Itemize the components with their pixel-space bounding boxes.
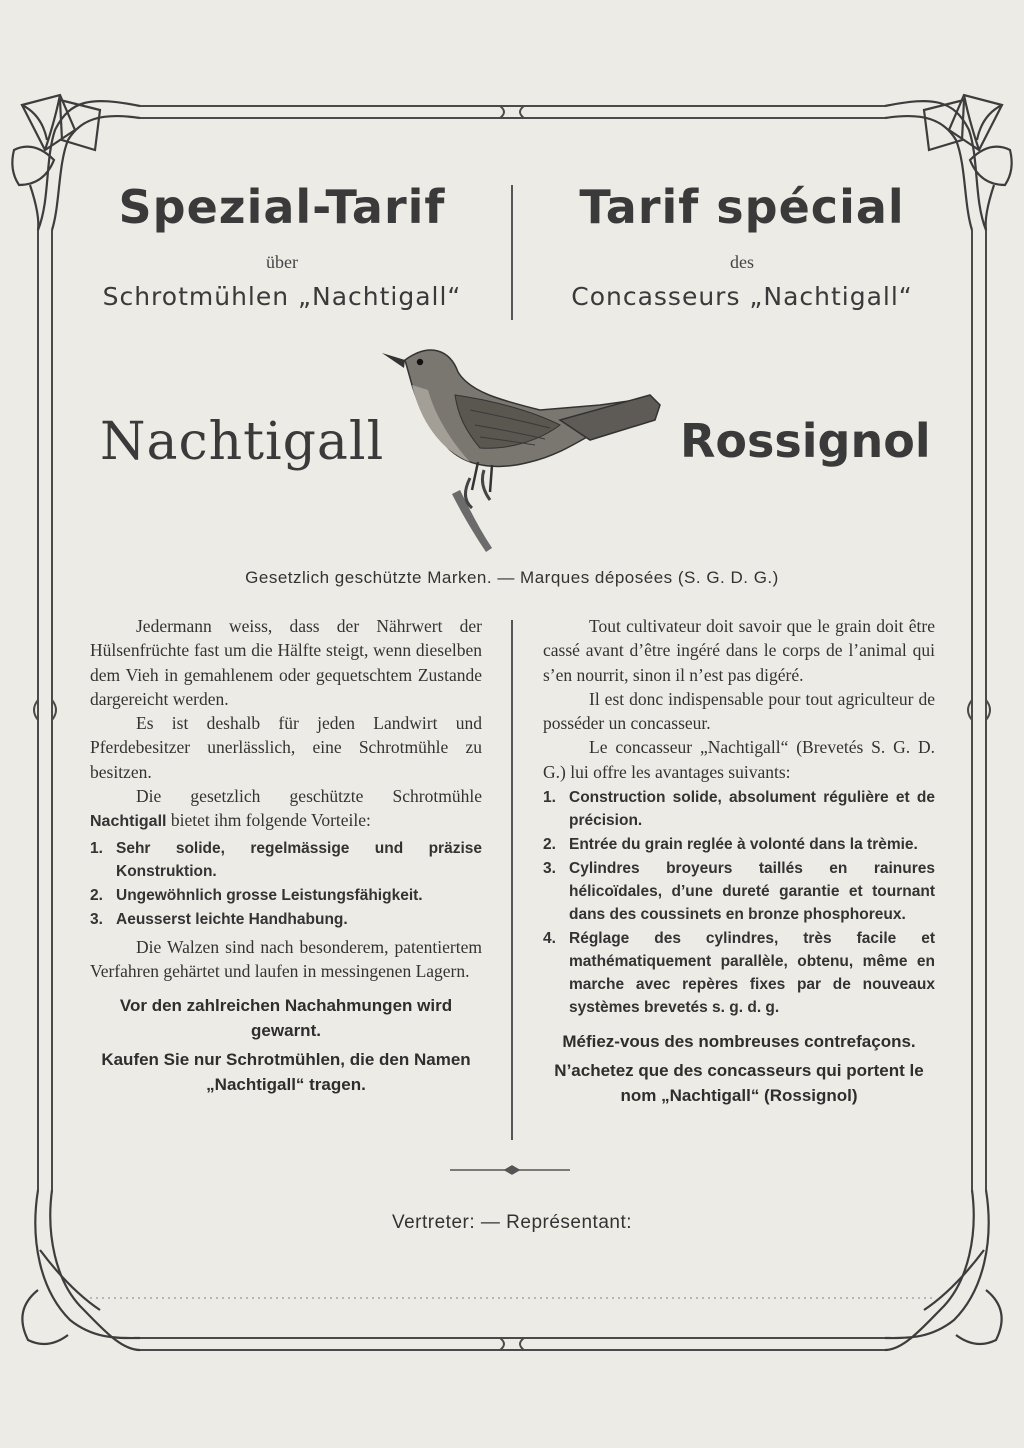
list-text: Entrée du grain reglée à volonté dans la trèmie. bbox=[569, 836, 918, 854]
list-number: 4. bbox=[543, 930, 556, 948]
list-item bbox=[543, 857, 935, 926]
german-paragraph-3 bbox=[90, 784, 482, 835]
list-number: 1. bbox=[90, 839, 103, 857]
list-text: Ungewöhnlich grosse Leistungsfähigkeit. bbox=[116, 886, 423, 904]
french-buy-notice: N’achetez que des concasseurs qui portent le nom „Nachtigall“ (Rossignol) bbox=[554, 1061, 924, 1106]
list-text: Aeusserst leichte Handhabung. bbox=[116, 910, 348, 928]
list-number: 2. bbox=[543, 836, 556, 854]
french-paragraph-2: Il est donc indispensable pour tout agriculteur de posséder un concasseur. bbox=[543, 688, 935, 734]
list-item bbox=[543, 927, 935, 1019]
subtitle-german: über bbox=[266, 252, 298, 272]
representative-label: Vertreter: — Représentant: bbox=[391, 1212, 633, 1233]
french-column bbox=[543, 614, 935, 1108]
list-number: 1. bbox=[543, 789, 556, 807]
german-advantages-list bbox=[90, 837, 482, 931]
title-french: Tarif spécial bbox=[579, 180, 905, 234]
list-text: Réglage des cylindres, très facile et mathématiquement parallèle, obtenu, même en marche avec repères fixes par de nouveaux systèmes brevetés s. g. d. g. bbox=[569, 930, 935, 1017]
german-p3-start: Die gesetzlich geschützte Schrotmühle bbox=[136, 786, 482, 807]
german-paragraph-4: Die Walzen sind nach besonderem, patentiertem Verfahren gehärtet und laufen in messingenen Lagern. bbox=[90, 936, 482, 981]
list-item bbox=[90, 908, 482, 931]
subtitle-french: des bbox=[730, 252, 754, 272]
german-paragraph-2: Es ist deshalb für jeden Landwirt und Pferdebesitzer unerlässlich, eine Schrotmühle zu besitzen. bbox=[90, 713, 482, 782]
list-number: 2. bbox=[90, 886, 103, 904]
german-column bbox=[90, 614, 482, 1097]
french-paragraph-1: Tout cultivateur doit savoir que le grain doit être cassé avant d’être ingéré dans le corps de l’animal qui s’en nourrit, sinon il n’est pas digéré. bbox=[543, 616, 935, 685]
list-number: 3. bbox=[543, 860, 556, 878]
product-german: Schrotmühlen „Nachtigall“ bbox=[102, 282, 462, 311]
french-advantages-list bbox=[543, 786, 935, 1019]
list-number: 3. bbox=[90, 910, 103, 928]
list-item bbox=[90, 837, 482, 883]
list-text: Cylindres broyeurs taillés en rainures hélicoïdales, d’une dureté garantie et tournant dans des coussinets en bronze phosphoreux. bbox=[569, 860, 935, 924]
product-french: Concasseurs „Nachtigall“ bbox=[571, 282, 913, 311]
list-item bbox=[543, 786, 935, 832]
german-p3-end: bietet ihm folgende Vorteile: bbox=[170, 810, 371, 831]
german-warning: Vor den zahlreichen Nachahmungen wird gewarnt. bbox=[119, 996, 453, 1041]
brand-french: Rossignol bbox=[680, 414, 931, 468]
list-text: Construction solide, absolument régulière et de précision. bbox=[569, 789, 935, 830]
trademark-line: Gesetzlich geschützte Marken. — Marques déposées (S. G. D. G.) bbox=[245, 568, 779, 587]
title-german: Spezial-Tarif bbox=[118, 180, 446, 234]
list-item bbox=[543, 833, 935, 856]
german-brand-inline: Nachtigall bbox=[90, 813, 167, 831]
german-buy-notice: Kaufen Sie nur Schrotmühlen, die den Namen „Nachtigall“ tragen. bbox=[101, 1050, 471, 1095]
nightingale-illustration bbox=[382, 350, 660, 552]
french-warning: Méfiez-vous des nombreuses contrefaçons. bbox=[562, 1032, 916, 1052]
list-item bbox=[90, 884, 482, 907]
brand-german: Nachtigall bbox=[100, 412, 385, 472]
list-text: Sehr solide, regelmässige und präzise Konstruktion. bbox=[116, 839, 482, 880]
french-paragraph-3: Le concasseur „Nachtigall“ (Brevetés S. G. D. G.) lui offre les avantages suivants: bbox=[543, 737, 935, 782]
german-paragraph-1: Jedermann weiss, dass der Nährwert der Hülsenfrüchte fast um die Hälfte steigt, wenn dieselben dem Vieh in gemahlenem oder gequetschtem Zustande dargereicht werden. bbox=[90, 616, 482, 709]
